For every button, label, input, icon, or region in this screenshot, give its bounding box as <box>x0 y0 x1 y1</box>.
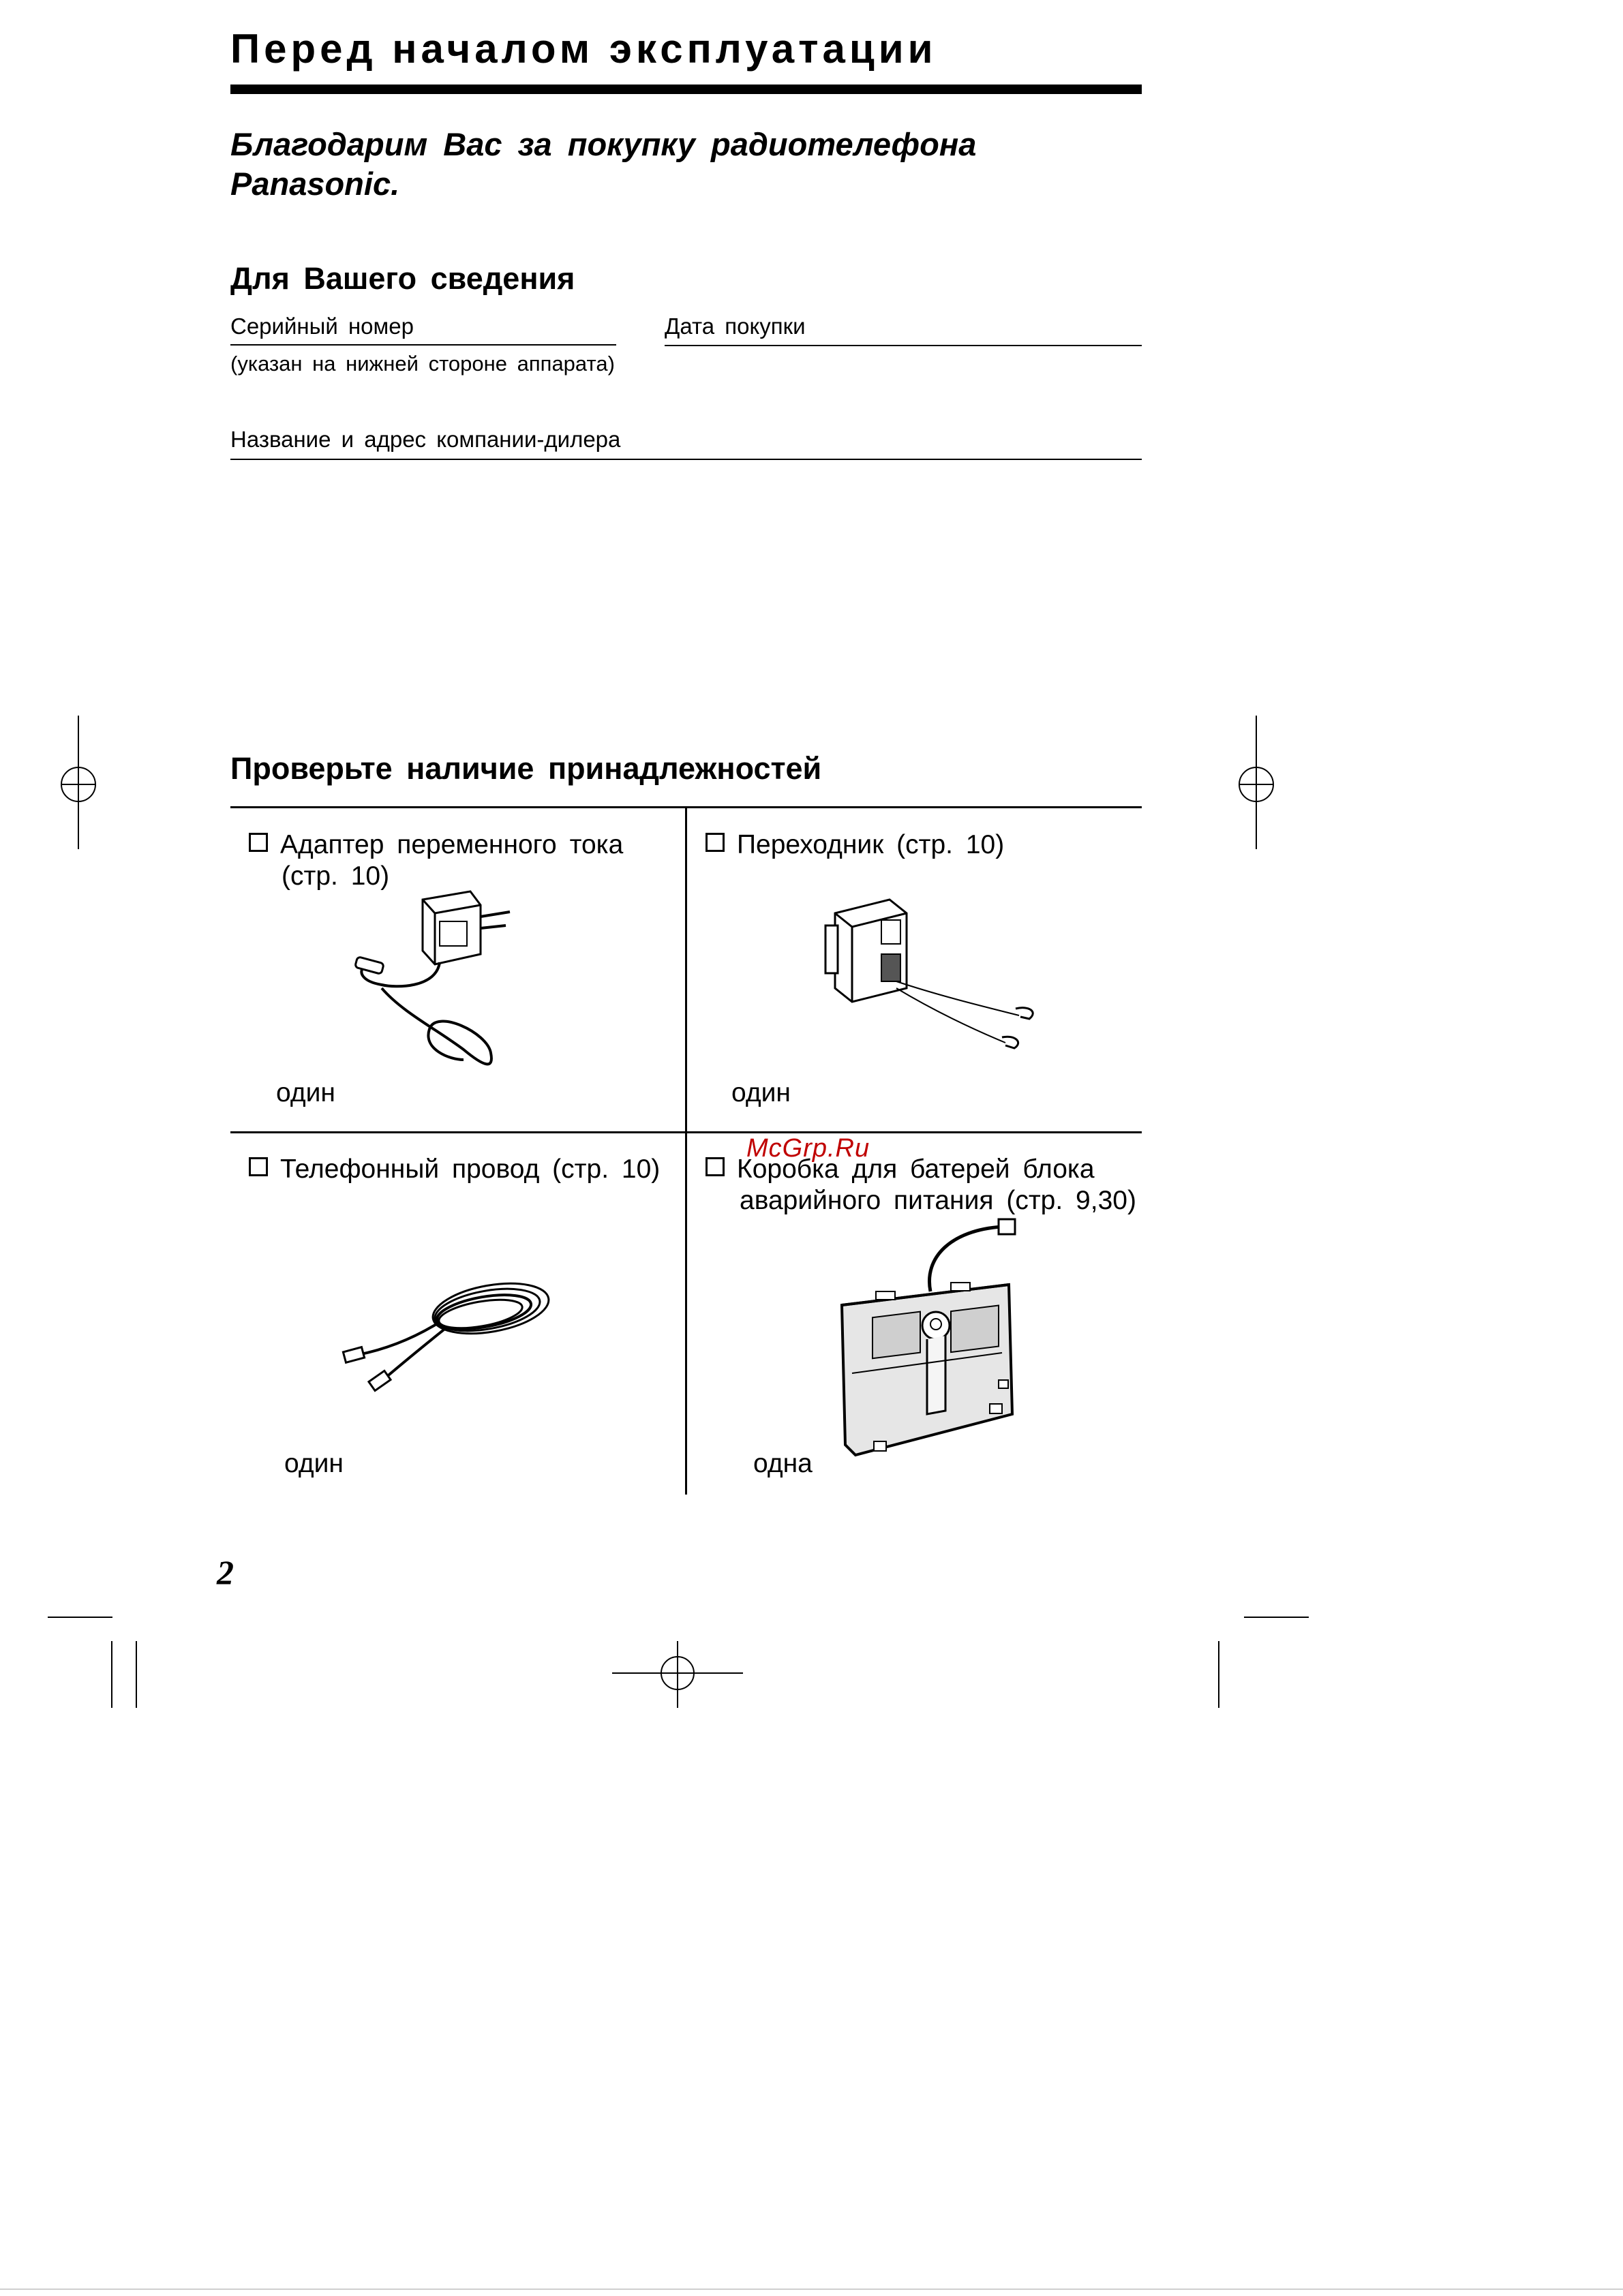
page-number: 2 <box>217 1553 234 1591</box>
page-edge <box>0 2289 1623 2290</box>
registration-mark-right <box>1234 716 1302 852</box>
checkbox-icon <box>249 1157 268 1176</box>
checkbox-icon <box>249 833 268 852</box>
accessory-label: Переходник (стр. 10) <box>737 830 1005 859</box>
registration-mark-bottom <box>612 1641 748 1709</box>
watermark: McGrp.Ru <box>746 1134 870 1163</box>
telephone-cord-icon <box>337 1274 569 1411</box>
accessory-item-line-2: аварийного питания (стр. 9,30) <box>740 1186 1136 1215</box>
dealer-line <box>230 459 1142 460</box>
title-rule <box>230 85 1142 94</box>
thanks-line-2: Panasonic. <box>230 166 400 202</box>
thanks-message <box>230 125 976 204</box>
serial-number-note: (указан на нижней стороне аппарата) <box>230 352 615 376</box>
accessory-item <box>706 829 1004 861</box>
accessory-item <box>706 1154 1136 1216</box>
quantity-label: одна <box>753 1449 813 1478</box>
quantity-label: один <box>731 1078 791 1107</box>
quantity-label: один <box>284 1449 344 1478</box>
accessory-item <box>249 1154 660 1185</box>
crop-mark <box>1244 1617 1309 1618</box>
table-vertical-rule <box>685 808 687 1495</box>
accessories-heading: Проверьте наличие принадлежностей <box>230 751 822 786</box>
purchase-date-label: Дата покупки <box>665 313 806 339</box>
crop-mark <box>1218 1641 1219 1708</box>
registration-mark-left <box>41 716 109 852</box>
dealer-label: Название и адрес компании-дилера <box>230 427 621 452</box>
accessory-label: Коробка для батерей блока <box>737 1154 1095 1184</box>
accessory-label: Адаптер переменного тока <box>280 830 624 859</box>
accessory-item-line-1 <box>249 829 623 861</box>
info-heading: Для Вашего сведения <box>230 261 575 296</box>
accessory-item-line-2: (стр. 10) <box>282 861 390 891</box>
thanks-line-1: Благодарим Вас за покупку радиотелефона <box>230 126 977 162</box>
accessory-item-line-1 <box>706 1154 1136 1185</box>
crop-mark <box>48 1617 112 1618</box>
checkbox-icon <box>706 1157 725 1176</box>
plug-adapter-icon <box>821 886 1053 1063</box>
accessory-item-line-1 <box>706 829 1004 861</box>
accessory-item <box>249 829 623 892</box>
checkbox-icon <box>706 833 725 852</box>
page-title: Перед началом эксплуатации <box>230 26 937 72</box>
ac-adapter-icon <box>354 886 532 1084</box>
serial-number-label: Серийный номер <box>230 313 414 339</box>
accessory-item-line-1 <box>249 1154 660 1185</box>
crop-mark <box>136 1641 137 1708</box>
purchase-date-line <box>665 345 1142 346</box>
accessory-label: Телефонный провод (стр. 10) <box>280 1154 661 1184</box>
quantity-label: один <box>276 1078 335 1107</box>
battery-box-icon <box>835 1216 1040 1469</box>
crop-mark <box>111 1641 112 1708</box>
serial-number-line <box>230 344 616 346</box>
